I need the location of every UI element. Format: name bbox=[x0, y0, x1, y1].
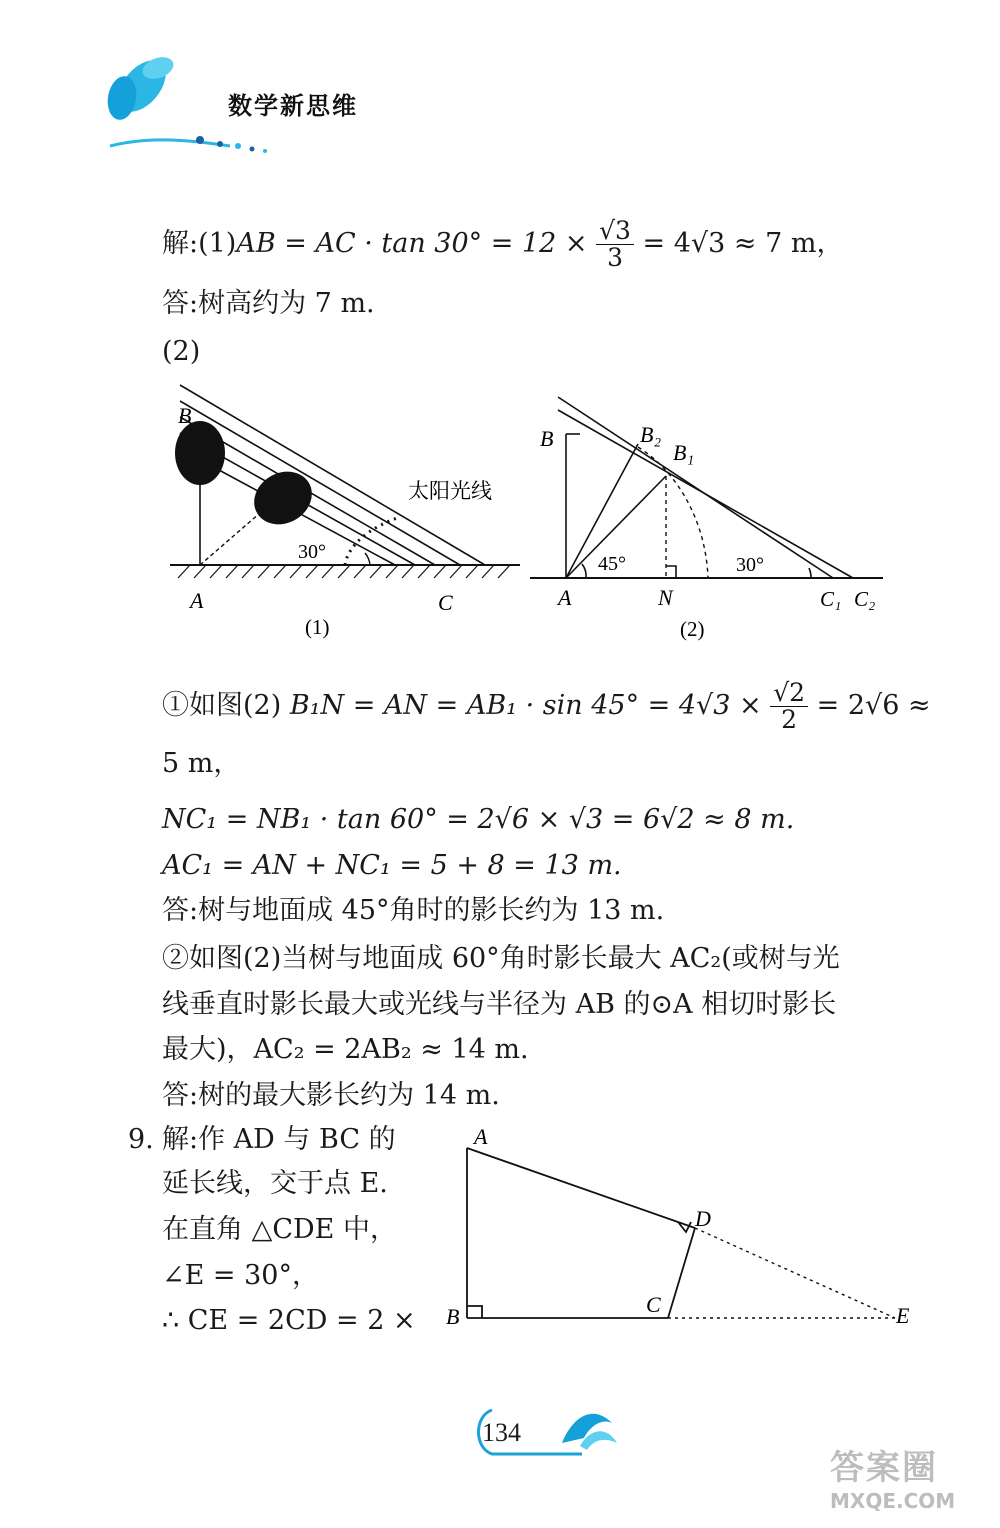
equation-part: = 2√6 ≈ bbox=[808, 690, 931, 721]
fig2-label-N: N bbox=[658, 585, 673, 610]
fig1-angle: 30° bbox=[298, 541, 326, 563]
fig3-label-C: C bbox=[646, 1292, 661, 1317]
sol9-line-1: 解:作 AD 与 BC 的 bbox=[162, 1124, 396, 1155]
fig3-label-A: A bbox=[474, 1124, 488, 1149]
calc-line-1 bbox=[162, 680, 931, 733]
part-label: 解:(1) bbox=[162, 228, 237, 259]
sol9-line-5: ∴ CE = 2CD = 2 × bbox=[162, 1305, 416, 1336]
fig2-angle-30: 30° bbox=[736, 554, 764, 576]
equation-part: B₁N = AN = AB₁ · sin 45° = 4√3 × bbox=[289, 690, 771, 721]
step-label: ①如图(2) bbox=[162, 690, 282, 721]
watermark bbox=[830, 1440, 955, 1513]
sol9-line-2: 延长线，交于点 E. bbox=[162, 1168, 388, 1199]
header-title: 数学新思维 bbox=[228, 92, 358, 120]
page-number: 134 bbox=[482, 1418, 521, 1447]
sol9-line-4: ∠E = 30°， bbox=[162, 1260, 319, 1291]
fig3-label-B: B bbox=[446, 1304, 460, 1329]
sol9-line-3: 在直角 △CDE 中， bbox=[162, 1214, 397, 1245]
solution-line-1 bbox=[162, 218, 843, 271]
fig1-label-A: A bbox=[190, 588, 204, 613]
calc-line-2c: 最大)，AC₂ = 2AB₂ ≈ 14 m. bbox=[162, 1034, 529, 1065]
fig1-caption: (1) bbox=[305, 615, 330, 639]
fraction-numerator: √3 bbox=[596, 218, 634, 245]
fig2-label-B2: B₂ bbox=[640, 422, 662, 447]
fraction bbox=[770, 680, 808, 733]
fig2-label-B: B bbox=[540, 426, 554, 451]
answer-line-2: 答:树与地面成 45°角时的影长约为 13 m. bbox=[162, 895, 665, 926]
equation-part: AB = AC · tan 30° = 12 × bbox=[236, 228, 597, 259]
watermark-logo: 答案圈 bbox=[830, 1448, 938, 1488]
fig2-angle-45: 45° bbox=[598, 553, 626, 575]
fraction-denominator: 2 bbox=[781, 705, 798, 734]
answer-line-3: 答:树的最大影长约为 14 m. bbox=[162, 1080, 500, 1111]
fig2-label-C1: C₁ bbox=[820, 587, 842, 611]
problem-9-number: 9. bbox=[128, 1124, 154, 1155]
equation-part: = 4√3 ≈ 7 m， bbox=[633, 228, 844, 259]
fig3-label-D: D bbox=[695, 1206, 711, 1231]
fraction bbox=[596, 218, 634, 271]
sunlight-label: 太阳光线 bbox=[408, 479, 492, 503]
fraction-denominator: 3 bbox=[607, 243, 623, 272]
fig1-label-B: B bbox=[178, 403, 192, 428]
figure-1 bbox=[160, 375, 530, 650]
part-2-label: (2) bbox=[162, 336, 201, 367]
calc-line-2b: 线垂直时影长最大或光线与半径为 AB 的⊙A 相切时影长 bbox=[162, 989, 837, 1020]
figure-3 bbox=[440, 1118, 920, 1338]
answer-line-1: 答:树高约为 7 m. bbox=[162, 288, 375, 319]
fig3-label-E: E bbox=[896, 1303, 910, 1328]
fraction-numerator: √2 bbox=[770, 680, 808, 707]
figure-2 bbox=[528, 392, 890, 650]
fig1-label-C: C bbox=[438, 590, 453, 615]
tree-shadow-crown-icon bbox=[245, 461, 322, 534]
fig2-caption: (2) bbox=[680, 617, 705, 641]
calc-line-2a: ②如图(2)当树与地面成 60°角时影长最大 AC₂(或树与光 bbox=[162, 943, 840, 974]
fig2-label-C2: C₂ bbox=[854, 587, 876, 611]
tree-crown-icon bbox=[175, 421, 225, 485]
calc-line-nc: NC₁ = NB₁ · tan 60° = 2√6 × √3 = 6√2 ≈ 8 m. bbox=[162, 804, 795, 835]
fig2-label-B1: B₁ bbox=[673, 440, 695, 465]
watermark-url: MXQE.COM bbox=[830, 1489, 956, 1513]
fig2-label-A: A bbox=[558, 585, 572, 610]
calc-line-1-cont: 5 m， bbox=[162, 748, 241, 779]
calc-line-ac: AC₁ = AN + NC₁ = 5 + 8 = 13 m. bbox=[162, 850, 622, 881]
